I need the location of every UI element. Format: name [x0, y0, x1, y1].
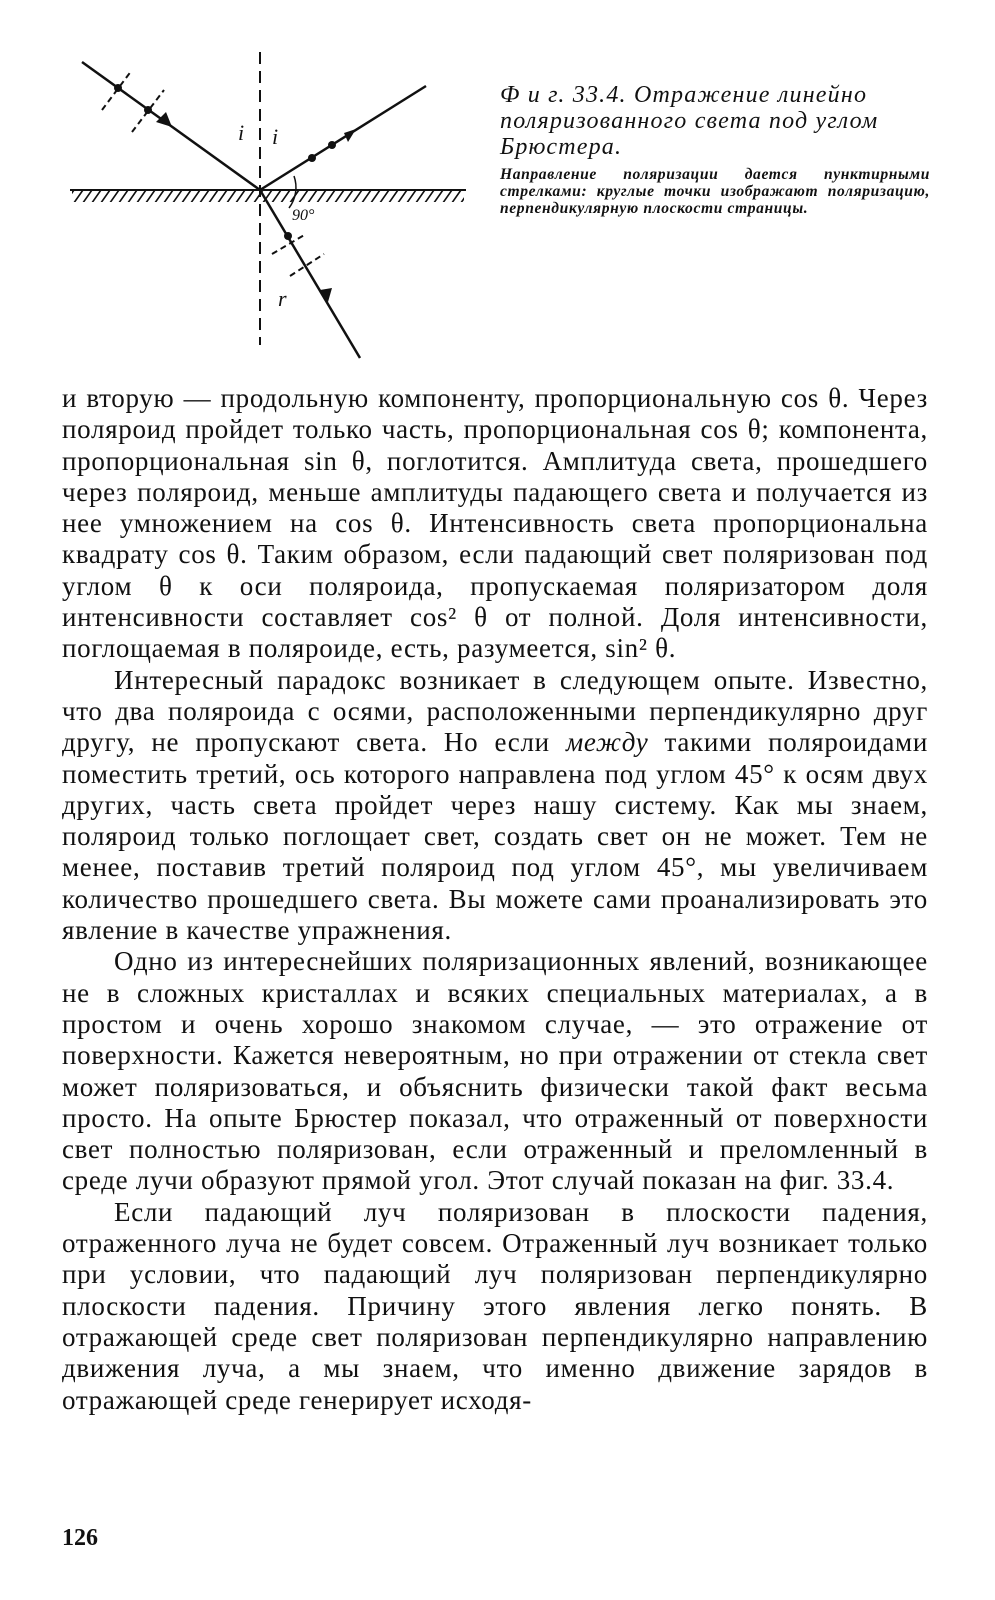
angle-label-i-right: i [272, 124, 279, 149]
angle-label-i-left: i [238, 120, 245, 145]
figure-caption [500, 82, 930, 217]
body-text [62, 383, 928, 1416]
incident-pol-arrow [102, 70, 132, 110]
page-number: 126 [62, 1525, 98, 1551]
paragraph-2-part-2: такими поляроидами поместить третий, ось которого направлена под углом 45° к осям двух других, часть света пройдет через нашу систему. Как мы знаем, поляроид только поглощает свет, создать свет он не может. Тем не менее, поставив третий поляроид под углом 45°, мы увеличиваем количество прошедшего света. Вы можете сами проанализировать это явление в качестве упражнения. [62, 727, 928, 946]
emphasis-between: между [565, 727, 649, 758]
paragraph-3: Одно из интереснейших поляризационных явлений, возникающее не в сложных кристаллах и всяких специальных материалах, а в простом и очень хорошо знакомом случае, — это отражение от поверхности. Кажется невероятным, но при отражении от стекла свет может поляризоваться, и объяснить физически такой факт весьма просто. На опыте Брюстер показал, что отраженный от поверхности свет полностью поляризован, если отраженный и преломленный в среде лучи образуют прямой угол. Этот случай показан на фиг. 33.4. [62, 946, 928, 1196]
brewster-angle-figure [60, 40, 480, 370]
caption-title: Ф и г. 33.4. Отражение линейно поляризованного света под углом Брюстера. [500, 82, 879, 160]
paragraph-4: Если падающий луч поляризован в плоскости падения, отраженного луча не будет совсем. Отраженный луч возникает только при условии, что падающий луч поляризован перпендикулярно плоскости падения. Причину этого явления легко понять. В отражающей среде свет поляризован перпендикулярно направлению движения луча, а мы знаем, что именно движение зарядов в отражающей среде генерирует исходя- [62, 1196, 928, 1415]
angle-label-90: 90° [292, 207, 315, 224]
reflected-ray [260, 86, 426, 190]
incident-arrowhead [156, 112, 172, 127]
paragraph-1: и вторую — продольную компоненту, пропорциональную cos θ. Через поляроид пройдет только часть, пропорциональная cos θ; компонента, пропорциональная sin θ, поглотится. Амплитуда света, прошедшего через поляроид, меньше амплитуды падающего света и получается из нее умножением на cos θ. Интенсивность света пропорциональна квадрату cos θ. Таким образом, если падающий свет поляризован под углом θ к оси поляроида, пропускаемая поляризатором доля интенсивности составляет cos² θ от полной. Доля интенсивности, поглощаемая в поляроиде, есть, разумеется, sin² θ. [62, 383, 928, 664]
reflected-dot [328, 141, 336, 149]
reflected-arrowhead [344, 129, 356, 142]
paragraph-2 [62, 665, 928, 947]
surface-hatching [72, 190, 464, 202]
refracted-dot [284, 232, 292, 240]
paragraph-2-part-1: Интересный парадокс возникает в следующем опыте. Известно, что два поляроида с осями, расположенными перпендикулярно друг другу, не пропускают света. Но если [62, 664, 928, 758]
caption-note: Направление поляризации дается пунктирными стрелками: круглые точки изображают поляризацию, перпендикулярную плоскости страницы. [500, 166, 930, 217]
angle-label-r: r [278, 286, 287, 311]
reflected-dot [308, 154, 316, 162]
refracted-pol-arrow [290, 254, 324, 276]
